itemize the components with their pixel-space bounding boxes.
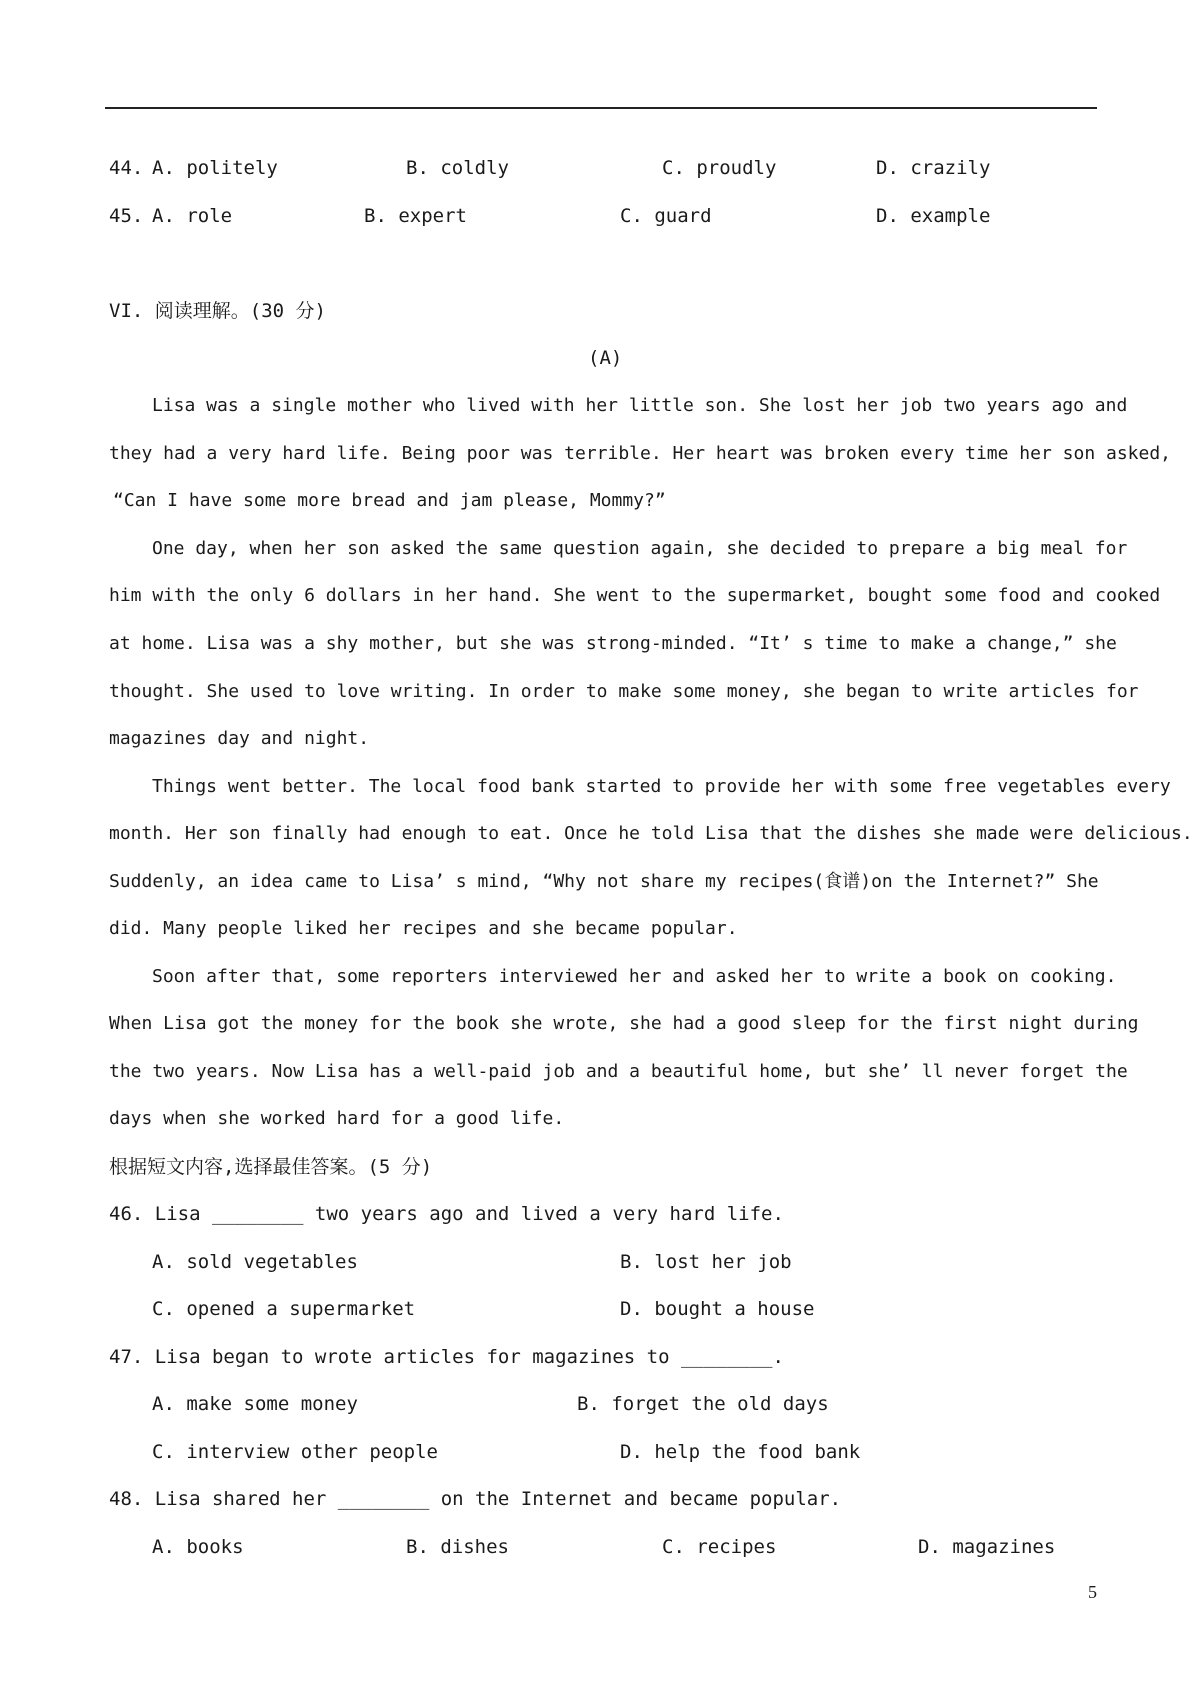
q45-option-c: C. guard [620, 205, 712, 227]
q45-option-a: A. role [152, 205, 233, 227]
q46-option-c: C. opened a supermarket [152, 1298, 416, 1320]
q47-option-b: B. forget the old days [577, 1393, 829, 1415]
passage-line: When Lisa got the money for the book she wrote, she had a good sleep for the first night during [109, 1013, 1139, 1034]
q46-option-b: B. lost her job [620, 1251, 792, 1273]
q45-option-d: D. example [876, 205, 991, 227]
q47-option-c: C. interview other people [152, 1441, 438, 1463]
passage-line: Things went better. The local food bank started to provide her with some free vegetables every [152, 776, 1171, 797]
passage-line: Suddenly, an idea came to Lisa’ s mind, “Why not share my recipes(食谱)on the Internet?” She [109, 871, 1099, 892]
q46-option-d: D. bought a house [620, 1298, 815, 1320]
q48-option-d: D. magazines [918, 1536, 1056, 1558]
header-rule [105, 107, 1097, 109]
q46-option-a: A. sold vegetables [152, 1251, 358, 1273]
q44-option-c: C. proudly [662, 157, 777, 179]
q47-option-a: A. make some money [152, 1393, 358, 1415]
passage-line: days when she worked hard for a good life. [109, 1108, 565, 1129]
passage-line: Soon after that, some reporters interviewed her and asked her to write a book on cooking. [152, 966, 1117, 987]
passage-line: did. Many people liked her recipes and she became popular. [109, 918, 738, 939]
passage-line: at home. Lisa was a shy mother, but she was strong-minded. “It’ s time to make a change,” she [109, 633, 1117, 654]
passage-label: (A) [588, 347, 623, 369]
instruction: 根据短文内容,选择最佳答案。(5 分) [109, 1156, 433, 1178]
q48-option-a: A. books [152, 1536, 244, 1558]
q45-option-b: B. expert [364, 205, 467, 227]
q45-number: 45. [109, 205, 144, 227]
q46-stem: 46. Lisa ________ two years ago and lived a very hard life. [109, 1203, 784, 1225]
passage-line: the two years. Now Lisa has a well-paid job and a beautiful home, but she’ ll never forget the [109, 1061, 1128, 1082]
passage-line: thought. She used to love writing. In order to make some money, she began to write articles for [109, 681, 1139, 702]
q47-option-d: D. help the food bank [620, 1441, 861, 1463]
passage-line: Lisa was a single mother who lived with her little son. She lost her job two years ago and [152, 395, 1128, 416]
q48-option-c: C. recipes [662, 1536, 777, 1558]
q44-option-a: A. politely [152, 157, 278, 179]
q44-option-d: D. crazily [876, 157, 991, 179]
passage-line: magazines day and night. [109, 728, 370, 749]
q48-stem: 48. Lisa shared her ________ on the Internet and became popular. [109, 1488, 842, 1510]
q44-option-b: B. coldly [406, 157, 509, 179]
section-title: VI. 阅读理解。(30 分) [109, 300, 326, 322]
passage-line: “Can I have some more bread and jam please, Mommy?” [113, 490, 666, 511]
passage-line: month. Her son finally had enough to eat. Once he told Lisa that the dishes she made were delicious. [109, 823, 1193, 844]
passage-line: they had a very hard life. Being poor was terrible. Her heart was broken every time her son asked, [109, 443, 1172, 464]
passage-line: One day, when her son asked the same question again, she decided to prepare a big meal for [152, 538, 1128, 559]
page-number: 5 [1088, 1582, 1097, 1602]
q44-number: 44. [109, 157, 144, 179]
q48-option-b: B. dishes [406, 1536, 509, 1558]
passage-line: him with the only 6 dollars in her hand. She went to the supermarket, bought some food and cooked [109, 585, 1161, 606]
q47-stem: 47. Lisa began to wrote articles for magazines to ________. [109, 1346, 784, 1368]
